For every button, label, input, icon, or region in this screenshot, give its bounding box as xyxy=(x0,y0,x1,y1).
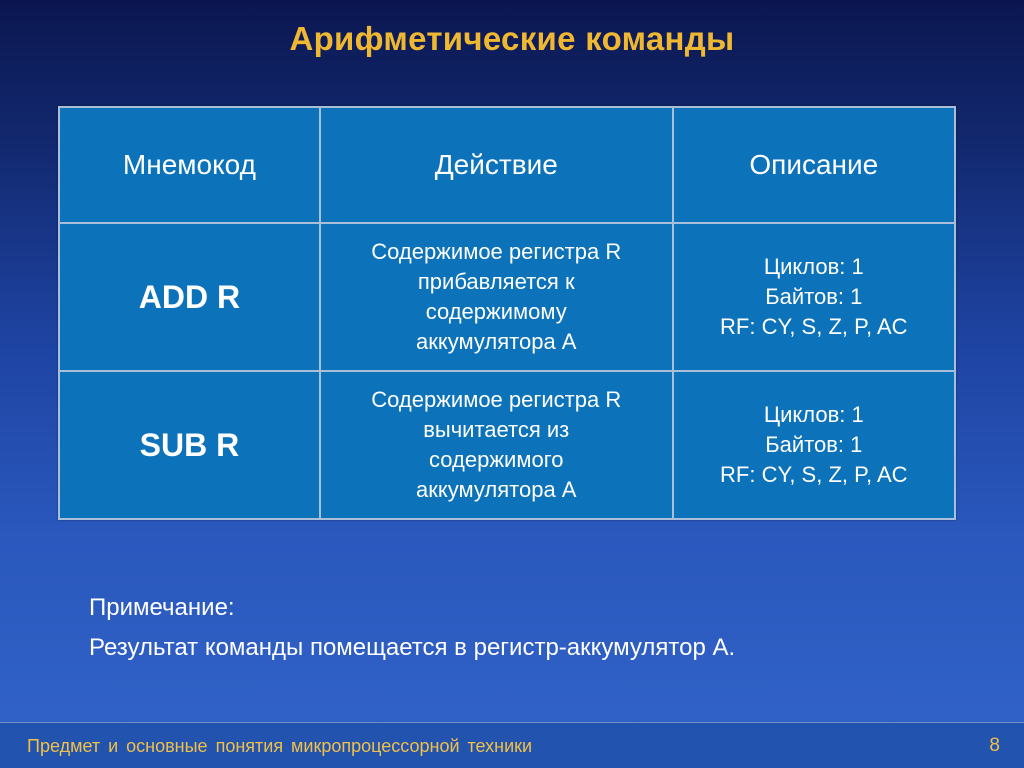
description-line: Циклов: 1 xyxy=(763,402,864,427)
table-row-add xyxy=(59,223,955,371)
table-row-sub xyxy=(59,371,955,519)
header-description: Описание xyxy=(673,107,955,223)
header-mnemonic: Мнемокод xyxy=(59,107,320,223)
action-cell xyxy=(320,371,673,519)
header-action: Действие xyxy=(320,107,673,223)
description-line: Циклов: 1 xyxy=(763,254,864,279)
action-line: Содержимое регистра R xyxy=(371,387,622,412)
commands-table xyxy=(58,106,956,520)
action-line: вычитается из xyxy=(423,417,570,442)
description-cell xyxy=(673,371,955,519)
footer-text: Предмет и основные понятия микропроцессорной техники xyxy=(27,736,533,756)
description-line: Байтов: 1 xyxy=(765,432,863,457)
action-line: аккумулятора А xyxy=(416,329,577,354)
description-cell xyxy=(673,223,955,371)
description-line: Байтов: 1 xyxy=(765,284,863,309)
page-number: 8 xyxy=(989,735,1000,756)
action-cell xyxy=(320,223,673,371)
description-line: RF: CY, S, Z, P, AC xyxy=(720,462,908,487)
note-block xyxy=(89,588,735,668)
action-line: содержимому xyxy=(425,299,567,324)
mnemonic-cell: SUB R xyxy=(59,371,320,519)
action-line: Содержимое регистра R xyxy=(371,239,622,264)
slide-title: Арифметические команды xyxy=(289,20,735,57)
mnemonic-cell: ADD R xyxy=(59,223,320,371)
action-line: прибавляется к xyxy=(417,269,575,294)
note-text: Результат команды помещается в регистр-аккумулятор А. xyxy=(89,634,736,661)
action-line: содержимого xyxy=(429,447,564,472)
table-header-row xyxy=(59,107,955,223)
note-label: Примечание: xyxy=(89,594,235,621)
action-line: аккумулятора А xyxy=(416,477,577,502)
description-line: RF: CY, S, Z, P, AC xyxy=(720,314,908,339)
